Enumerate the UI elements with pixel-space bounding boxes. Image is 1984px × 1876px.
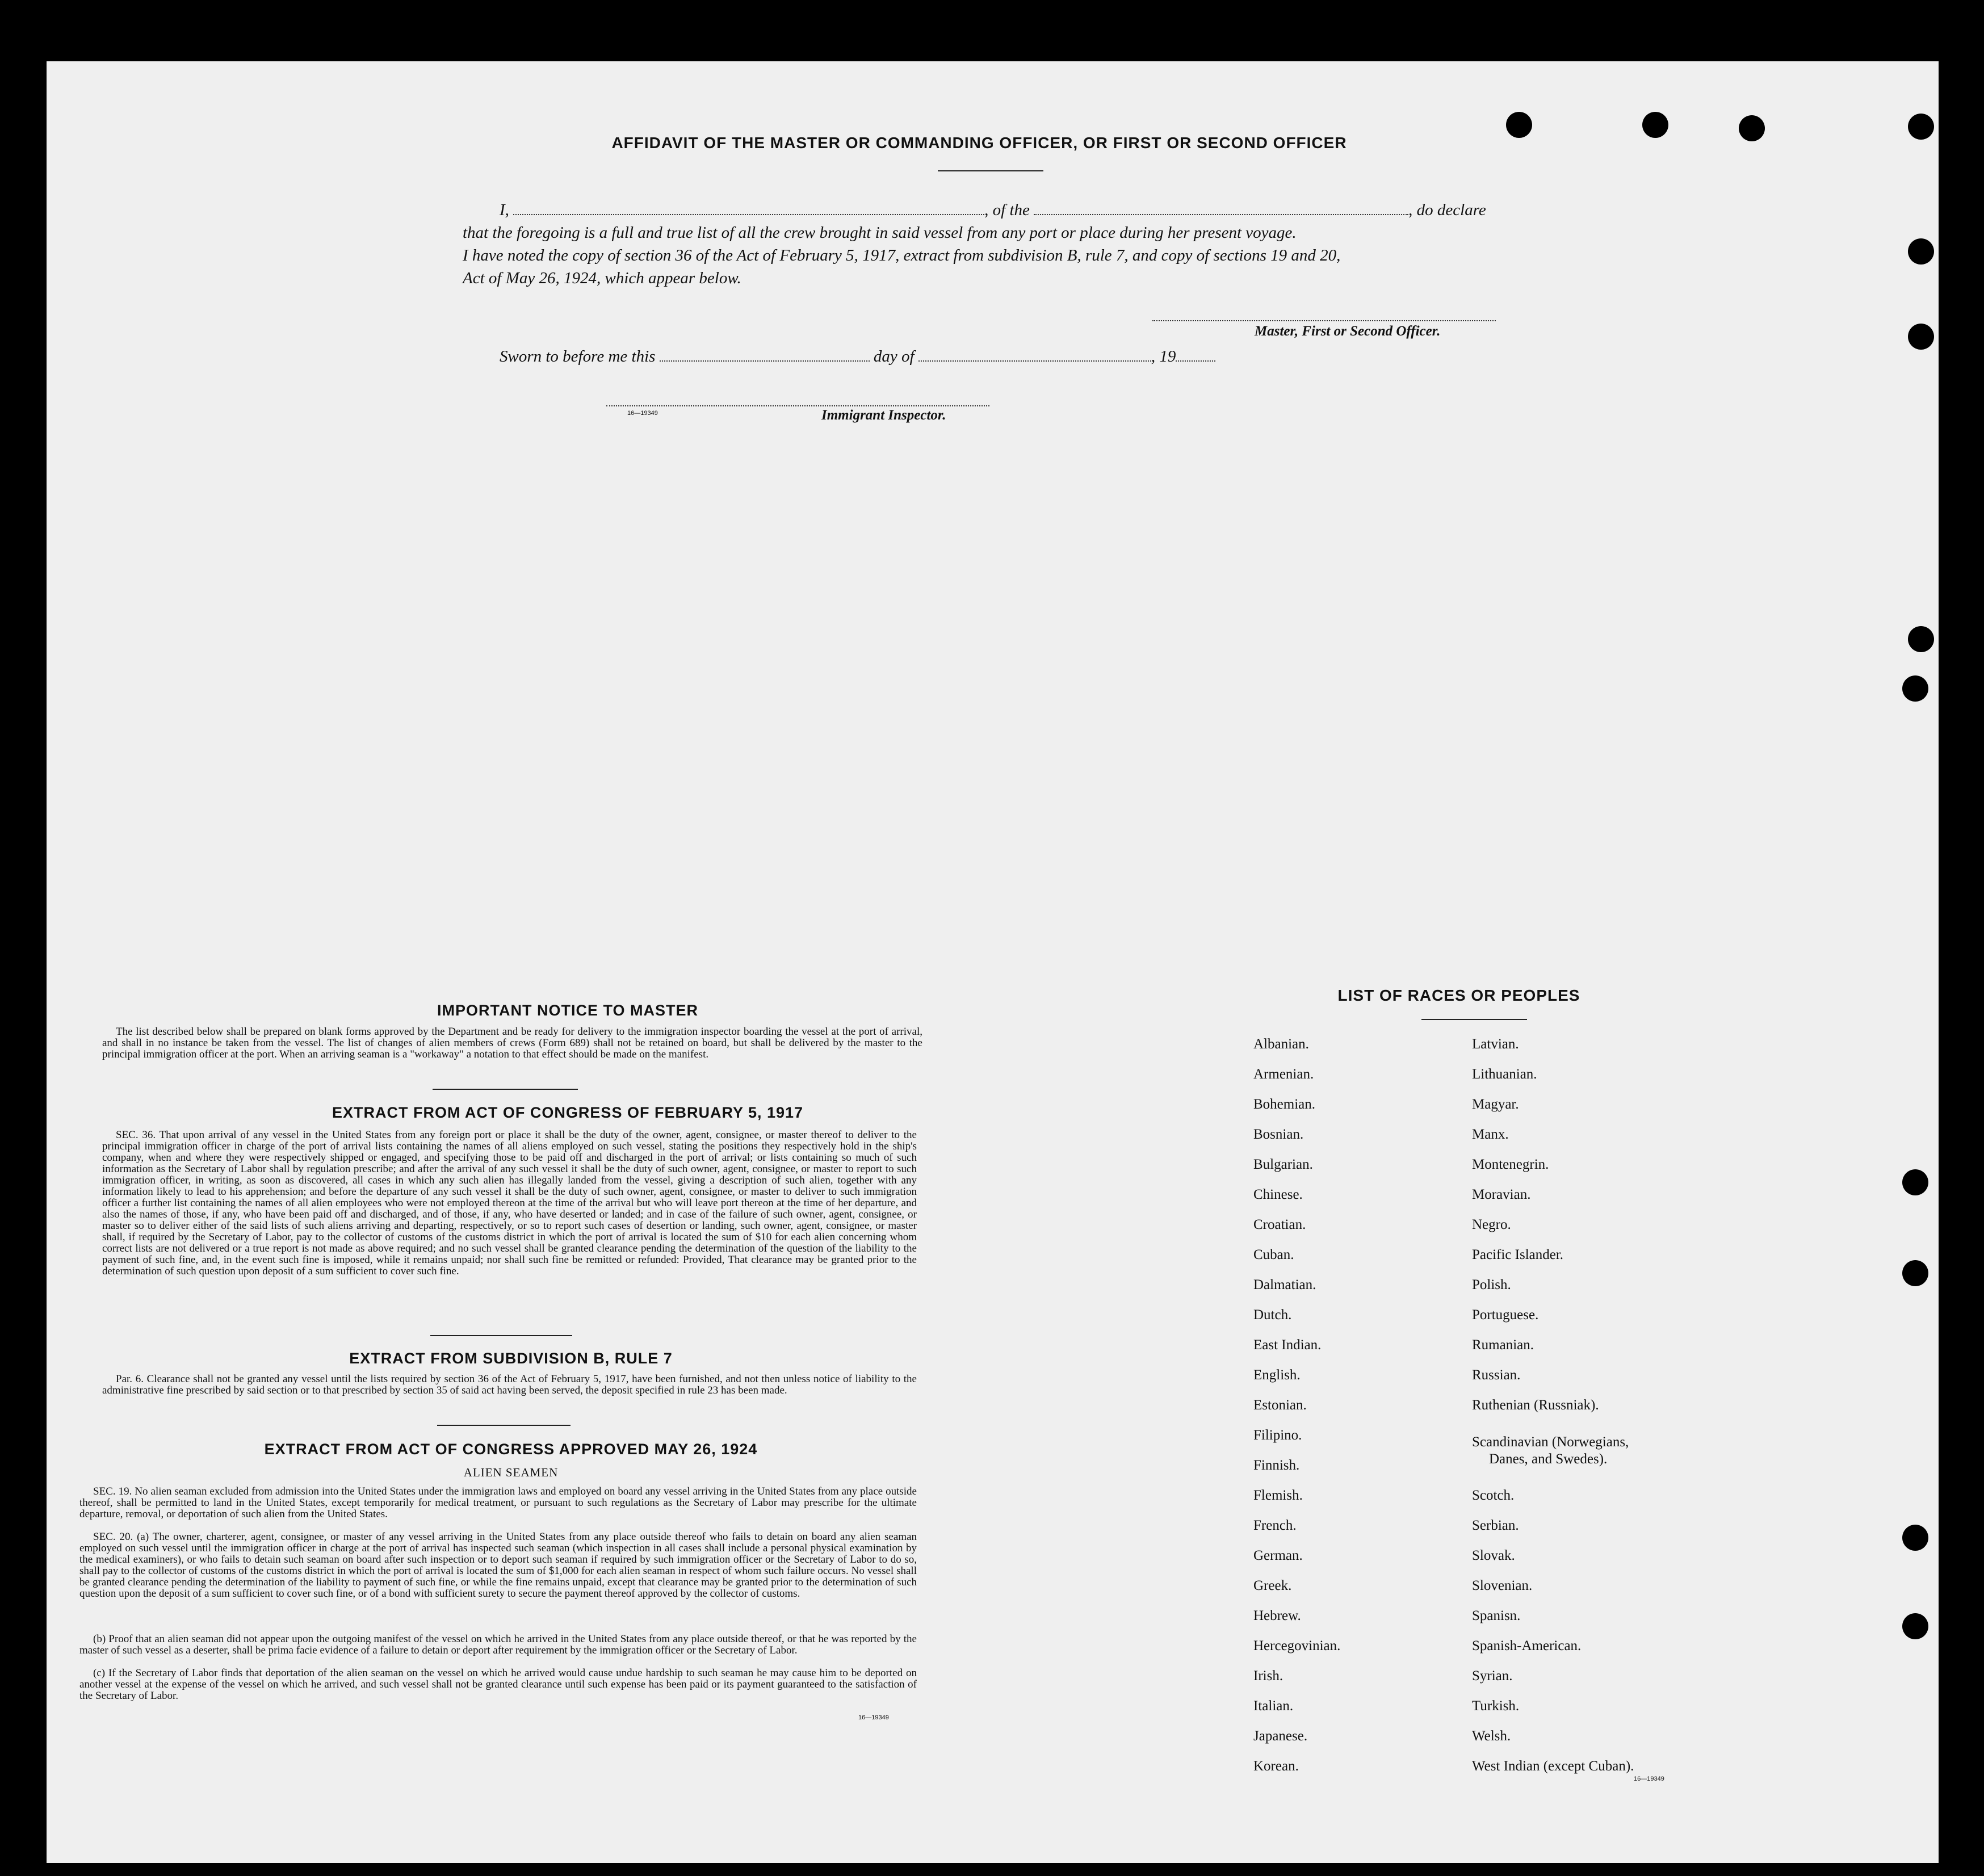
race-item: Filipino. bbox=[1253, 1428, 1302, 1443]
extract-1924-subtitle: ALIEN SEAMEN bbox=[463, 1466, 559, 1479]
punch-hole bbox=[1902, 1525, 1928, 1551]
race-item: Negro. bbox=[1472, 1217, 1511, 1232]
affidavit-do-declare: , do declare bbox=[1408, 201, 1486, 219]
race-item: Hebrew. bbox=[1253, 1608, 1301, 1623]
affidavit-line-2: that the foregoing is a full and true list of all the crew brought in said vessel from any port or place during her present voyage. bbox=[463, 224, 1297, 242]
races-title: LIST OF RACES OR PEOPLES bbox=[1337, 987, 1580, 1004]
signature-label: Master, First or Second Officer. bbox=[1255, 324, 1441, 339]
race-item: Turkish. bbox=[1472, 1698, 1520, 1714]
race-item: Armenian. bbox=[1253, 1067, 1314, 1082]
race-item: Bulgarian. bbox=[1253, 1157, 1313, 1172]
race-item: West Indian (except Cuban). bbox=[1472, 1759, 1634, 1774]
form-number: 16—19349 bbox=[627, 410, 658, 417]
race-item: Estonian. bbox=[1253, 1397, 1307, 1413]
extract-1924-sec20a: SEC. 20. (a) The owner, charterer, agent, consignee, or master of any vessel arriving in the United States from any place outside thereof who fails to detain on board any alien seaman employed on such vessel until the immigration officer in charge at the port of arrival has inspected such seaman (which inspection in all cases shall include a personal physical examination by the medical examiners), or who fails to detain such seaman on board after such inspection or to deport such seaman if required by such immigration officer or the Secretary of Labor to do so, shall pay to the collector of customs of the customs district in which the port of arrival is located the sum of $1,000 for each alien seaman in respect of whom such failure occurs. No vessel shall be granted clearance pending the determination of the liability to payment of such fine, or while the fine remains unpaid, except that clearance may be granted prior to the determination of such question upon the deposit of a sum sufficient to cover such fine, or of a bond with sufficient surety to secure the payment thereof approved by the collector of customs. bbox=[79, 1531, 917, 1600]
race-item: German. bbox=[1253, 1548, 1303, 1563]
race-item: Flemish. bbox=[1253, 1488, 1303, 1503]
divider bbox=[1421, 1019, 1527, 1020]
divider bbox=[433, 1089, 578, 1090]
race-item: English. bbox=[1253, 1367, 1301, 1383]
divider bbox=[430, 1335, 572, 1336]
race-item: Albanian. bbox=[1253, 1036, 1309, 1052]
race-item: Moravian. bbox=[1472, 1187, 1531, 1202]
race-item: Lithuanian. bbox=[1472, 1067, 1537, 1082]
sworn-line bbox=[500, 345, 1294, 368]
race-item: Pacific Islander. bbox=[1472, 1247, 1564, 1262]
punch-hole bbox=[1739, 115, 1765, 141]
affidavit-i: I, bbox=[500, 201, 509, 219]
race-item: Slovenian. bbox=[1472, 1578, 1533, 1593]
sworn-year-prefix: , 19 bbox=[1151, 347, 1176, 366]
race-item: Finnish. bbox=[1253, 1458, 1300, 1473]
race-item: Russian. bbox=[1472, 1367, 1521, 1383]
race-item: Spanisn. bbox=[1472, 1608, 1521, 1623]
name-field[interactable] bbox=[513, 200, 984, 215]
race-item: Korean. bbox=[1253, 1759, 1299, 1774]
extract-1917-text: SEC. 36. That upon arrival of any vessel in the United States from any foreign port or place it shall be the duty of the owner, agent, consignee, or master thereof to deliver to the principal immigration officer in charge of the port of arrival lists containing the names of all aliens employed on such vessel, stating the positions they respectively hold in the ship's company, when and where they were respectively shipped or engaged, and specifying those to be paid off and discharged in the port of arrival; or lists containing so much of such information as the Secretary of Labor shall by regulation prescribe; and after the arrival of any such vessel it shall be the duty of such owner, agent, consignee, or master to report to such immigration officer, in writing, as soon as discovered, all cases in which any such alien has illegally landed from the vessel, giving a description of such alien, together with any information likely to lead to his apprehension; and before the departure of any such vessel it shall be the duty of such owner, agent, consignee, or master to deliver to such immigration officer a further list containing the names of all alien employees who were not employed thereon at the time of the arrival but who will leave port thereon at the time of her departure, and also the names of those, if any, who have been paid off and discharged, and of those, if any, who have deserted or landed; and in case of the failure of such owner, agent, consignee, or master so to deliver either of the said lists of such aliens arriving and departing, respectively, or so to report such cases of desertion or landing, such owner, agent, consignee, or master shall, if required by the Secretary of Labor, pay to the collector of customs of the customs district in which the port of arrival is located the sum of $10 for each alien concerning whom correct lists are not delivered or a true report is not made as above required; and no such vessel shall be granted clearance pending the determination of the question of the liability to the payment of such fine, and, in the event such fine is imposed, while it remains unpaid; nor shall such fine be remitted or refunded: Provided, That clearance may be granted prior to the determination of such question upon deposit of a sum sufficient to cover such fine. bbox=[102, 1129, 917, 1277]
sworn-text: Sworn to before me this bbox=[500, 347, 656, 366]
punch-hole bbox=[1902, 675, 1928, 702]
notice-title: IMPORTANT NOTICE TO MASTER bbox=[437, 1002, 698, 1019]
race-item: Croatian. bbox=[1253, 1217, 1306, 1232]
race-item: Polish. bbox=[1472, 1277, 1511, 1292]
race-item: Slovak. bbox=[1472, 1548, 1515, 1563]
race-item: Irish. bbox=[1253, 1668, 1283, 1684]
punch-hole bbox=[1908, 626, 1934, 652]
extract-1924-title: EXTRACT FROM ACT OF CONGRESS APPROVED MAY 26, 1924 bbox=[264, 1441, 758, 1458]
race-item: Montenegrin. bbox=[1472, 1157, 1549, 1172]
race-item: East Indian. bbox=[1253, 1337, 1322, 1353]
race-item: Spanish-American. bbox=[1472, 1638, 1582, 1653]
form-number: 16—19349 bbox=[858, 1714, 889, 1721]
affidavit-title: AFFIDAVIT OF THE MASTER OR COMMANDING OFFICER, OR FIRST OR SECOND OFFICER bbox=[611, 134, 1347, 152]
rule7-text: Par. 6. Clearance shall not be granted any vessel until the lists required by section 36 of the Act of February 5, 1917, have been furnished, and not then unless notice of liability to the administrative fine prescribed by said section or to that prescribed by section 35 of said act having been served, the deposit specified in rule 23 has been made. bbox=[102, 1373, 917, 1396]
race-item: Italian. bbox=[1253, 1698, 1294, 1714]
race-item: Serbian. bbox=[1472, 1518, 1519, 1533]
race-item: Scandinavian (Norwegians, bbox=[1472, 1434, 1629, 1450]
extract-1924-sec19: SEC. 19. No alien seaman excluded from admission into the United States under the immigration laws and employed on board any vessel arriving in the United States from any place outside thereof, shall be permitted to land in the United States, except temporarily for medical treatment, or pursuant to such regulations as the Secretary of Labor may prescribe for the ultimate departure, removal, or deportation of such alien from the United States. bbox=[79, 1485, 917, 1520]
punch-hole bbox=[1902, 1169, 1928, 1195]
race-item: Latvian. bbox=[1472, 1036, 1519, 1052]
race-item: Japanese. bbox=[1253, 1728, 1308, 1744]
punch-hole bbox=[1902, 1260, 1928, 1286]
rule7-title: EXTRACT FROM SUBDIVISION B, RULE 7 bbox=[349, 1350, 673, 1367]
extract-1924-sec20b: (b) Proof that an alien seaman did not appear upon the outgoing manifest of the vessel on which he arrived in the United States from any place outside thereof, or that he was reported by the master of such vessel as a deserter, shall be prima facie evidence of a failure to detain or deport after requirement by the immigration officer or the Secretary of Labor. bbox=[79, 1633, 917, 1656]
month-field[interactable] bbox=[918, 347, 1151, 362]
race-item: Rumanian. bbox=[1472, 1337, 1534, 1353]
punch-hole bbox=[1908, 114, 1934, 140]
extract-1917-title: EXTRACT FROM ACT OF CONGRESS OF FEBRUARY 5, 1917 bbox=[332, 1104, 804, 1121]
race-item: Cuban. bbox=[1253, 1247, 1294, 1262]
inspector-label: Immigrant Inspector. bbox=[821, 408, 946, 423]
race-item: Dutch. bbox=[1253, 1307, 1292, 1323]
race-item: Dalmatian. bbox=[1253, 1277, 1316, 1292]
race-item: Welsh. bbox=[1472, 1728, 1511, 1744]
race-item: French. bbox=[1253, 1518, 1297, 1533]
race-item: Ruthenian (Russniak). bbox=[1472, 1397, 1599, 1413]
race-item: Bosnian. bbox=[1253, 1127, 1304, 1142]
punch-hole bbox=[1908, 238, 1934, 265]
punch-hole bbox=[1506, 112, 1532, 138]
divider bbox=[437, 1425, 571, 1426]
punch-hole bbox=[1642, 112, 1668, 138]
race-item: Scotch. bbox=[1472, 1488, 1515, 1503]
punch-hole bbox=[1902, 1613, 1928, 1639]
form-number: 16—19349 bbox=[1634, 1776, 1664, 1782]
punch-hole bbox=[1908, 324, 1934, 350]
race-item: Bohemian. bbox=[1253, 1097, 1316, 1112]
year-field[interactable] bbox=[1176, 347, 1215, 362]
race-item: Chinese. bbox=[1253, 1187, 1303, 1202]
notice-text: The list described below shall be prepared on blank forms approved by the Department and be ready for delivery to the immigration inspector boarding the vessel at the port of arrival, and shall in no instance be taken from the vessel. The list of changes of alien members of crews (Form 689) shall not be retained on board, but shall be delivered by the master to the principal immigration officer at the port. When an arriving seaman is a "workaway" a notation to that effect should be made on the manifest. bbox=[102, 1026, 922, 1060]
vessel-field[interactable] bbox=[1034, 200, 1408, 215]
race-item: Syrian. bbox=[1472, 1668, 1513, 1684]
race-item: Danes, and Swedes). bbox=[1489, 1451, 1608, 1467]
divider bbox=[938, 170, 1043, 171]
affidavit-line-3: I have noted the copy of section 36 of the Act of February 5, 1917, extract from subdivision B, rule 7, and copy of sections 19 and 20, bbox=[463, 246, 1341, 265]
extract-1924-sec20c: (c) If the Secretary of Labor finds that deportation of the alien seaman on the vessel on which he arrived would cause undue hardship to such seaman he may cause him to be deported on another vessel at the expense of the vessel on which he arrived, and such vessel shall not be granted clearance until such expense has been paid or its payment guaranteed to the satisfaction of the Secretary of Labor. bbox=[79, 1667, 917, 1702]
affidavit-of-the: , of the bbox=[984, 201, 1030, 219]
day-field[interactable] bbox=[660, 347, 870, 362]
race-item: Greek. bbox=[1253, 1578, 1292, 1593]
sworn-day-of: day of bbox=[873, 347, 915, 366]
race-item: Manx. bbox=[1472, 1127, 1509, 1142]
signature-field[interactable] bbox=[1152, 307, 1496, 321]
race-item: Hercegovinian. bbox=[1253, 1638, 1341, 1653]
race-item: Magyar. bbox=[1472, 1097, 1519, 1112]
race-item: Portuguese. bbox=[1472, 1307, 1539, 1323]
affidavit-declaration-line bbox=[500, 199, 1521, 221]
affidavit-line-4: Act of May 26, 1924, which appear below. bbox=[463, 269, 741, 287]
